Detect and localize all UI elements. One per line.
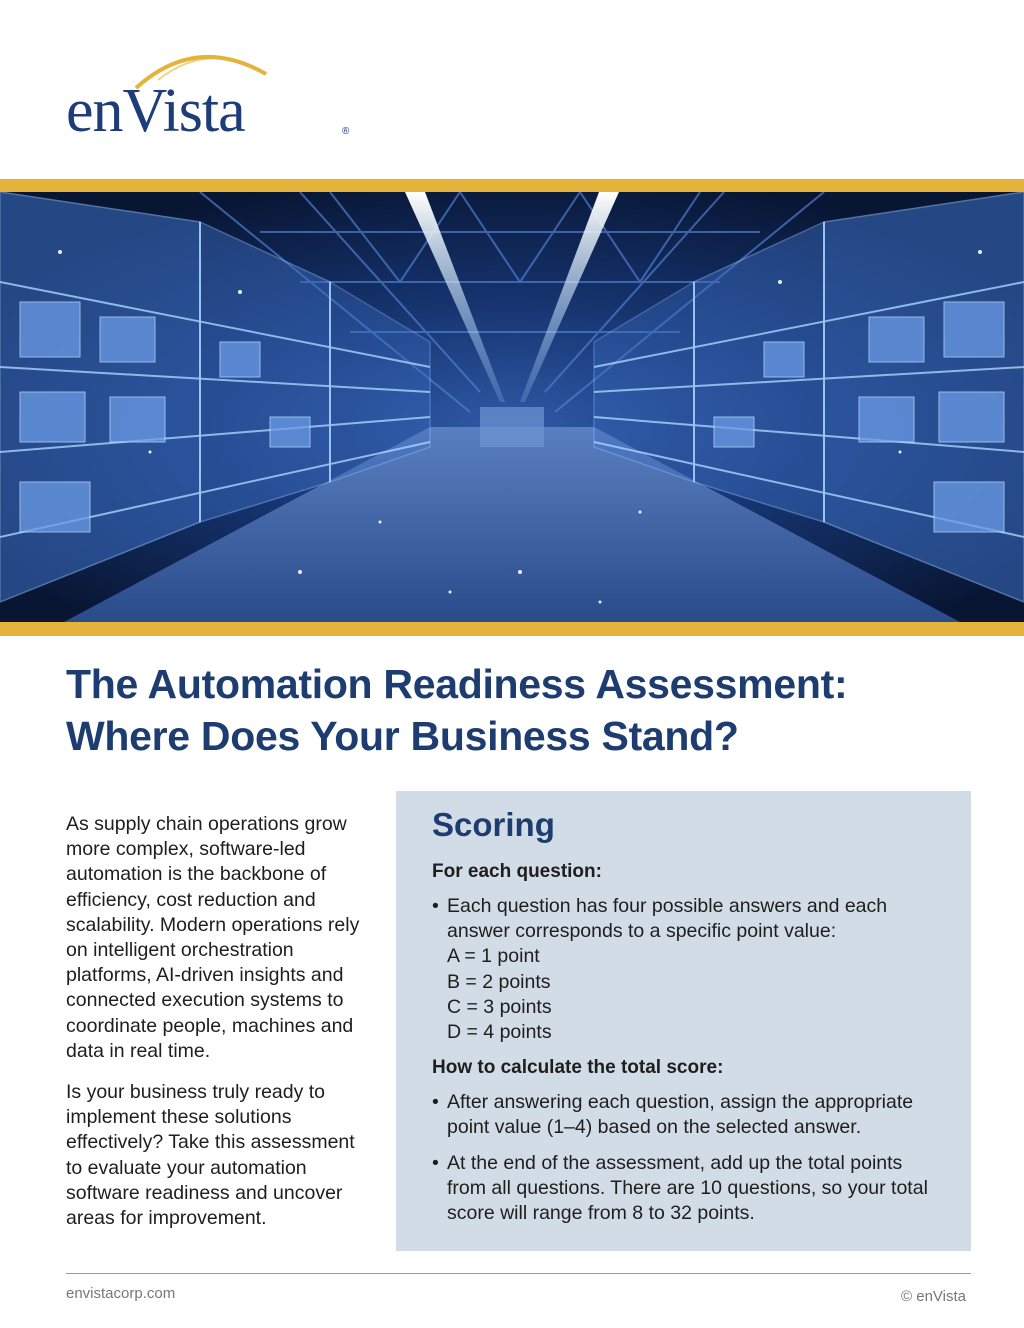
bullet-text: Each question has four possible answers and each answer corresponds to a specific point value: [447,895,888,943]
bullet-icon: • [432,1151,439,1174]
title-line-2: Where Does Your Business Stand? [66,713,739,759]
footer-website: envistacorp.com [66,1285,176,1302]
scoring-bullet-points-info [432,894,941,1045]
title-line-1: The Automation Readiness Assessment: [66,661,848,707]
hero-border-bottom [0,622,1024,636]
footer-copyright: © enVista [901,1288,966,1305]
scoring-bullet-total [432,1151,941,1227]
scoring-heading: Scoring [432,806,555,843]
point-value-a: A = 1 point [447,945,540,968]
point-value-c: C = 3 points [447,995,552,1018]
scoring-subheading-total: How to calculate the total score: [432,1057,724,1079]
bullet-text: After answering each question, assign the appropriate point value (1–4) based on the selected answer. [447,1091,914,1139]
page-title [66,658,966,762]
scoring-subheading-each-question: For each question: [432,861,602,882]
footer-divider [66,1273,971,1274]
bullet-icon: • [432,895,439,917]
point-value-d: D = 4 points [447,1021,552,1044]
intro-text [66,812,376,1247]
bullet-icon: • [432,1091,439,1114]
scoring-panel [396,791,971,1251]
intro-paragraph-2: Is your business truly ready to implement these solutions effectively? Take this assessment to evaluate your automation software readiness and uncover areas for improvement. [66,1081,355,1230]
scoring-bullet-assign [432,1090,941,1140]
hero-border-top [0,179,1024,192]
hero-image [0,192,1024,622]
warehouse-illustration-icon [0,192,1024,622]
logo-registered-mark: ® [342,126,350,137]
logo-wordmark: enVista [66,77,245,145]
point-values-list [447,944,941,1045]
bullet-text: At the end of the assessment, add up the total points from all questions. There are 10 questions, so your total score will range from 8 to 32 points. [447,1151,928,1225]
point-value-b: B = 2 points [447,970,551,993]
intro-paragraph-1: As supply chain operations grow more complex, software-led automation is the backbone of efficiency, cost reduction and scalability. Modern operations rely on intelligent orchestration platforms, AI-driven insights and connected execution systems to coordinate people, machines and data in real time. [66,813,360,1062]
logo [66,40,350,145]
